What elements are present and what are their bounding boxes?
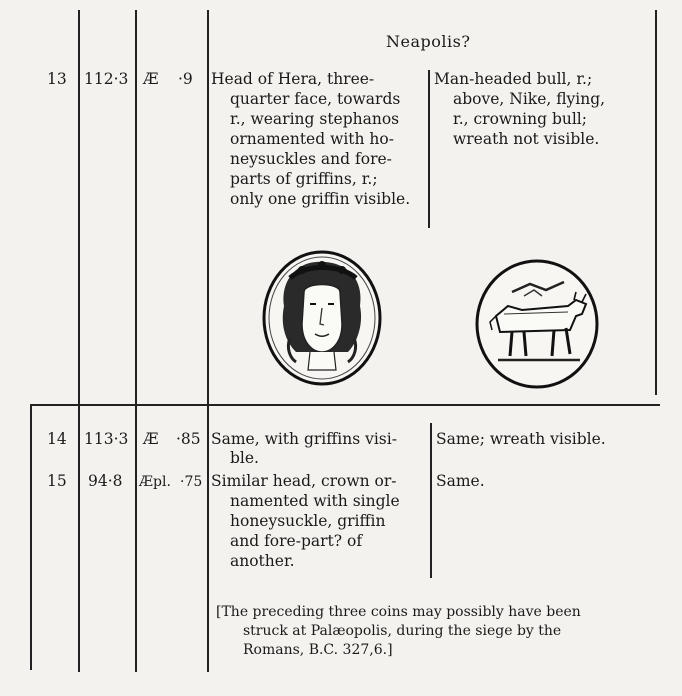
entry-13-obverse-line-3: r., wearing stephanos	[230, 110, 400, 128]
entry-14-obverse-line-2: ble.	[230, 449, 259, 467]
column-rule-2	[135, 10, 137, 672]
entry-13-obverse-line-5: neysuckles and fore-	[230, 150, 392, 168]
entry-13-reverse-line-4: wreath not visible.	[453, 130, 600, 148]
entry-13-obverse-line-6: parts of griffins, r.;	[230, 170, 378, 188]
entry-15-obverse-line-2: namented with single	[230, 492, 400, 510]
entry-13-obverse-line-7: only one griffin visible.	[230, 190, 411, 208]
column-rule-3	[207, 10, 209, 672]
entry-15-size: ·75	[180, 474, 203, 490]
column-rule-mid-1	[428, 70, 430, 228]
column-rule-mid-2	[430, 423, 432, 578]
entry-13-reverse-line-1: Man-headed bull, r.;	[434, 70, 593, 88]
entry-15-weight: 94·8	[88, 472, 123, 490]
note-line-3: Romans, B.C. 327,6.]	[243, 642, 393, 658]
coin-reverse-image	[472, 256, 602, 391]
entry-14-reverse-line-1: Same; wreath visible.	[436, 430, 606, 448]
entry-13-reverse-line-3: r., crowning bull;	[453, 110, 587, 128]
entry-15-obverse-line-3: honeysuckle, griffin	[230, 512, 386, 530]
entry-13-obverse-line-2: quarter face, towards	[230, 90, 401, 108]
column-rule-4	[655, 10, 657, 395]
entry-15-metal: Æpl.	[139, 474, 171, 490]
entry-15-obverse-line-5: another.	[230, 552, 295, 570]
entry-15-obverse-line-4: and fore-part? of	[230, 532, 363, 550]
region-heading: Neapolis?	[386, 32, 471, 51]
row-separator	[30, 404, 660, 406]
entry-15-number: 15	[47, 472, 67, 490]
entry-13-size: ·9	[178, 70, 193, 88]
entry-13-weight: 112·3	[84, 70, 129, 88]
entry-13-number: 13	[47, 70, 67, 88]
column-rule-1	[78, 10, 80, 672]
entry-13-obverse-line-1: Head of Hera, three-	[211, 70, 375, 88]
note-line-2: struck at Palæopolis, during the siege by the	[243, 623, 562, 639]
entry-14-obverse-line-1: Same, with griffins visi-	[211, 430, 397, 448]
column-rule-left-lower	[30, 405, 32, 670]
entry-13-reverse-line-2: above, Nike, flying,	[453, 90, 606, 108]
coin-obverse-image	[260, 248, 385, 388]
entry-15-reverse-line-1: Same.	[436, 472, 485, 490]
note-line-1: [The preceding three coins may possibly have been	[216, 604, 581, 620]
entry-14-size: ·85	[176, 430, 201, 448]
entry-14-number: 14	[47, 430, 67, 448]
entry-15-obverse-line-1: Similar head, crown or-	[211, 472, 397, 490]
entry-13-metal: Æ	[143, 70, 159, 88]
entry-13-obverse-line-4: ornamented with ho-	[230, 130, 394, 148]
entry-14-weight: 113·3	[84, 430, 129, 448]
entry-14-metal: Æ	[143, 430, 159, 448]
